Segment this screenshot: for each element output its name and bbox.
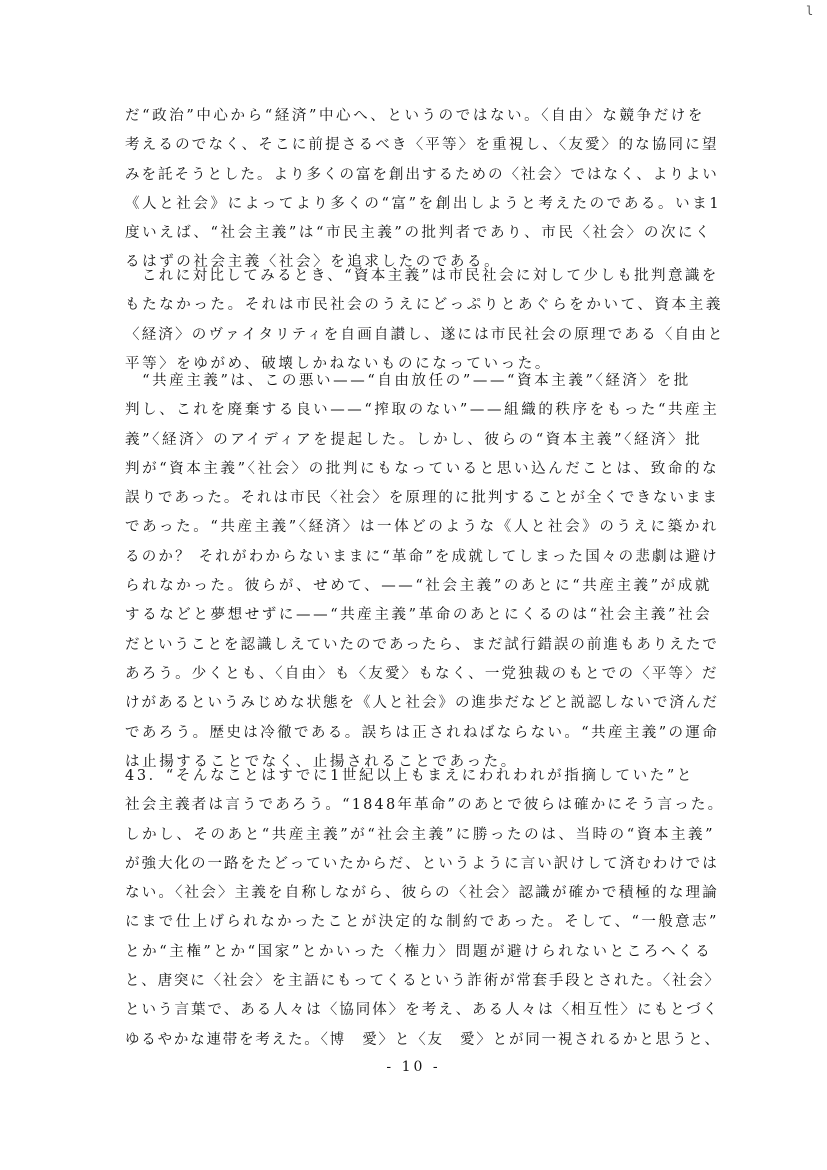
page-number: - 10 -: [386, 1059, 441, 1075]
text-line: であろう。歴史は冷徹である。誤ちは正されねばならない。“共産主義”の運命: [125, 724, 720, 741]
text-line: これに対比してみるとき、“資本主義”は市民社会に対して少しも批判意識を: [125, 268, 719, 284]
text-line: ゆるやかな連帯を考えた。〈博 愛〉と〈友 愛〉とが同一視されるかと思うと、: [125, 1031, 721, 1048]
text-line: するなどと夢想せずに——“共産主義”革命のあとにくるのは“社会主義”社会: [125, 607, 713, 624]
text-line: 考えるのでなく、そこに前提さるべき〈平等〉を重視し、〈友愛〉的な協同に望: [125, 137, 719, 154]
text-line: 社会主義者は言うであろう。“1848年革命”のあとで彼らは確かにそう言った。: [125, 797, 725, 814]
text-line: にまで仕上げられなかったことが決定的な制約であった。そして、“一般意志”: [125, 914, 719, 931]
text-line: られなかった。彼らが、せめて、——“社会主義”のあとに“共産主義”が成就: [125, 578, 712, 595]
text-line: ない。〈社会〉主義を自称しながら、彼らの〈社会〉認識が確かで積極的な理論: [125, 885, 719, 902]
paragraph-1: [125, 102, 725, 278]
text-line: であった。“共産主義”〈経済〉は一体どのような《人と社会》のうえに築かれ: [125, 519, 720, 536]
text-line: 度いえば、“社会主義”は“市民主義”の批判者であり、市民〈社会〉の次にく: [125, 225, 713, 242]
text-line: 43．“そんなことはすでに1世紀以上もまえにわれわれが指摘していた”と: [125, 768, 694, 784]
text-line: が強大化の一路をたどっていたからだ、というように言い訳けして済むわけでは: [125, 855, 719, 872]
text-line: しかし、そのあと“共産主義”が“社会主義”に勝ったのは、当時の“資本主義”: [125, 826, 716, 843]
text-line: みを託そうとした。より多くの富を創出するための〈社会〉ではなく、よりよい: [125, 166, 719, 183]
text-line: るのか？ それがわからないままに“革命”を成就してしまった国々の悲劇は避け: [125, 548, 719, 565]
text-line: 〈経済〉のヴァイタリティを自画自讃し、遂には市民社会の原理である〈自由と: [125, 326, 725, 343]
text-line: という言葉で、ある人々は〈協同体〉を考え、ある人々は〈相互性〉にもとづく: [125, 1002, 720, 1019]
text-line: と、唐突に〈社会〉を主語にもってくるという詐術が常套手段とされた。〈社会〉: [125, 973, 721, 990]
text-line: るはずの社会主義〈社会〉を追求したのである。: [125, 254, 502, 271]
text-line: あろう。少くとも、〈自由〉も〈友愛〉もなく、一党独裁のもとでの〈平等〉だ: [125, 665, 719, 682]
corner-mark: l: [806, 4, 814, 18]
paragraph-3: [125, 367, 725, 777]
text-line: “共産主義”は、この悪い——“自由放任の”——“資本主義”〈経済〉を批: [125, 373, 691, 389]
text-line: だということを認識しえていたのであったら、まだ試行錯誤の前進もありえたで: [125, 636, 719, 653]
text-line: 判し、これを廃棄する良い——“搾取のない”——組織的秩序をもった“共産主: [125, 402, 720, 419]
text-line: けがあるというみじめな状態を《人と社会》の進歩だなどと説認しないで済んだ: [125, 695, 719, 712]
text-line: 義”〈経済〉のアイディアを提起した。しかし、彼らの“資本主義”〈経済〉批: [125, 431, 703, 448]
paragraph-2: [125, 262, 725, 379]
text-line: 平等〉をゆがめ、破壊しかねないものになっていった。: [125, 355, 552, 372]
text-line: 判が“資本主義”〈社会〉の批判にもなっていると思い込んだことは、致命的な: [125, 460, 720, 477]
paragraph-section-43: [125, 762, 725, 1055]
text-line: もたなかった。それは市民社会のうえにどっぷりとあぐらをかいて、資本主義: [125, 297, 723, 314]
text-line: 《人と社会》によってより多くの“富”を創出しようと考えたのである。いま1: [125, 195, 722, 212]
text-line: だ“政治”中心から“経済”中心へ、というのではない。〈自由〉な競争だけを: [125, 108, 705, 124]
text-line: 誤りであった。それは市民〈社会〉を原理的に批判することが全くできないまま: [125, 490, 719, 507]
text-line: は止揚することでなく、止揚されることであった。: [125, 753, 518, 770]
text-line: とか“主権”とか“国家”とかいった〈権力〉問題が避けられないところへくる: [125, 943, 713, 960]
